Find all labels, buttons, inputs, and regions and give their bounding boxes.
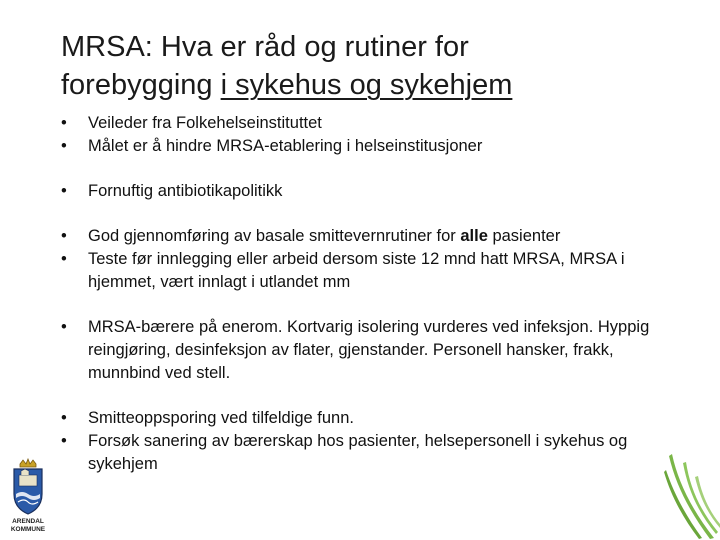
bullet-list [61, 112, 661, 498]
bullet-text: Teste før innlegging eller arbeid dersom siste 12 mnd hatt MRSA, MRSA i hjemmet, vært innlagt i utlandet mm [88, 250, 625, 291]
bullet-item [61, 112, 661, 135]
bullet-item [61, 407, 661, 430]
bullet-text: Veileder fra Folkehelseinstituttet [88, 114, 322, 132]
arendal-kommune-logo [6, 458, 46, 540]
bullet-dot: • [61, 182, 67, 200]
bullet-text: Målet er å hindre MRSA-etablering i helseinstitusjoner [88, 137, 483, 155]
bullet-text-post: pasienter [487, 227, 561, 245]
bullet-text: MRSA-bærere på enerom. Kortvarig isolering vurderes ved infeksjon. Hyppig reingjøring, desinfeksjon av flater, gjenstander. Personell hansker, frakk, munnbind ved stell. [88, 318, 650, 382]
bullet-item [61, 135, 661, 158]
bullet-group [61, 225, 661, 294]
coat-of-arms-icon [8, 458, 48, 516]
bullet-item [61, 225, 661, 248]
bullet-group [61, 407, 661, 476]
bullet-group [61, 316, 661, 385]
bullet-item [61, 430, 661, 476]
bullet-text-bold: alle [460, 227, 488, 245]
bullet-item [61, 248, 661, 294]
bullet-dot: • [61, 227, 67, 245]
bullet-group [61, 180, 661, 203]
bullet-item [61, 316, 661, 385]
bullet-dot: • [61, 250, 67, 268]
bullet-dot: • [61, 318, 67, 336]
logo-text [6, 518, 50, 533]
green-swoosh-icon [664, 452, 720, 540]
title-line-1: MRSA: Hva er råd og rutiner for [61, 31, 469, 63]
slide-title [61, 28, 661, 104]
bullet-text: Smitteoppsporing ved tilfeldige funn. [88, 409, 354, 427]
bullet-dot: • [61, 432, 67, 450]
bullet-dot: • [61, 137, 67, 155]
bullet-item [61, 180, 661, 203]
bullet-dot: • [61, 114, 67, 132]
title-line-2-underlined: i sykehus og sykehjem [220, 69, 513, 101]
title-line-2-plain: forebygging [61, 69, 221, 101]
bullet-text: Fornuftig antibiotikapolitikk [88, 182, 283, 200]
bullet-text-pre: God gjennomføring av basale smittevernrutiner for [88, 227, 461, 245]
bullet-dot: • [61, 409, 67, 427]
logo-line-1: ARENDAL [12, 518, 44, 525]
logo-line-2: KOMMUNE [10, 525, 46, 533]
bullet-group [61, 112, 661, 158]
title-line-2 [61, 66, 661, 104]
bullet-text: Forsøk sanering av bærerskap hos pasienter, helsepersonell i sykehus og sykehjem [88, 432, 628, 473]
